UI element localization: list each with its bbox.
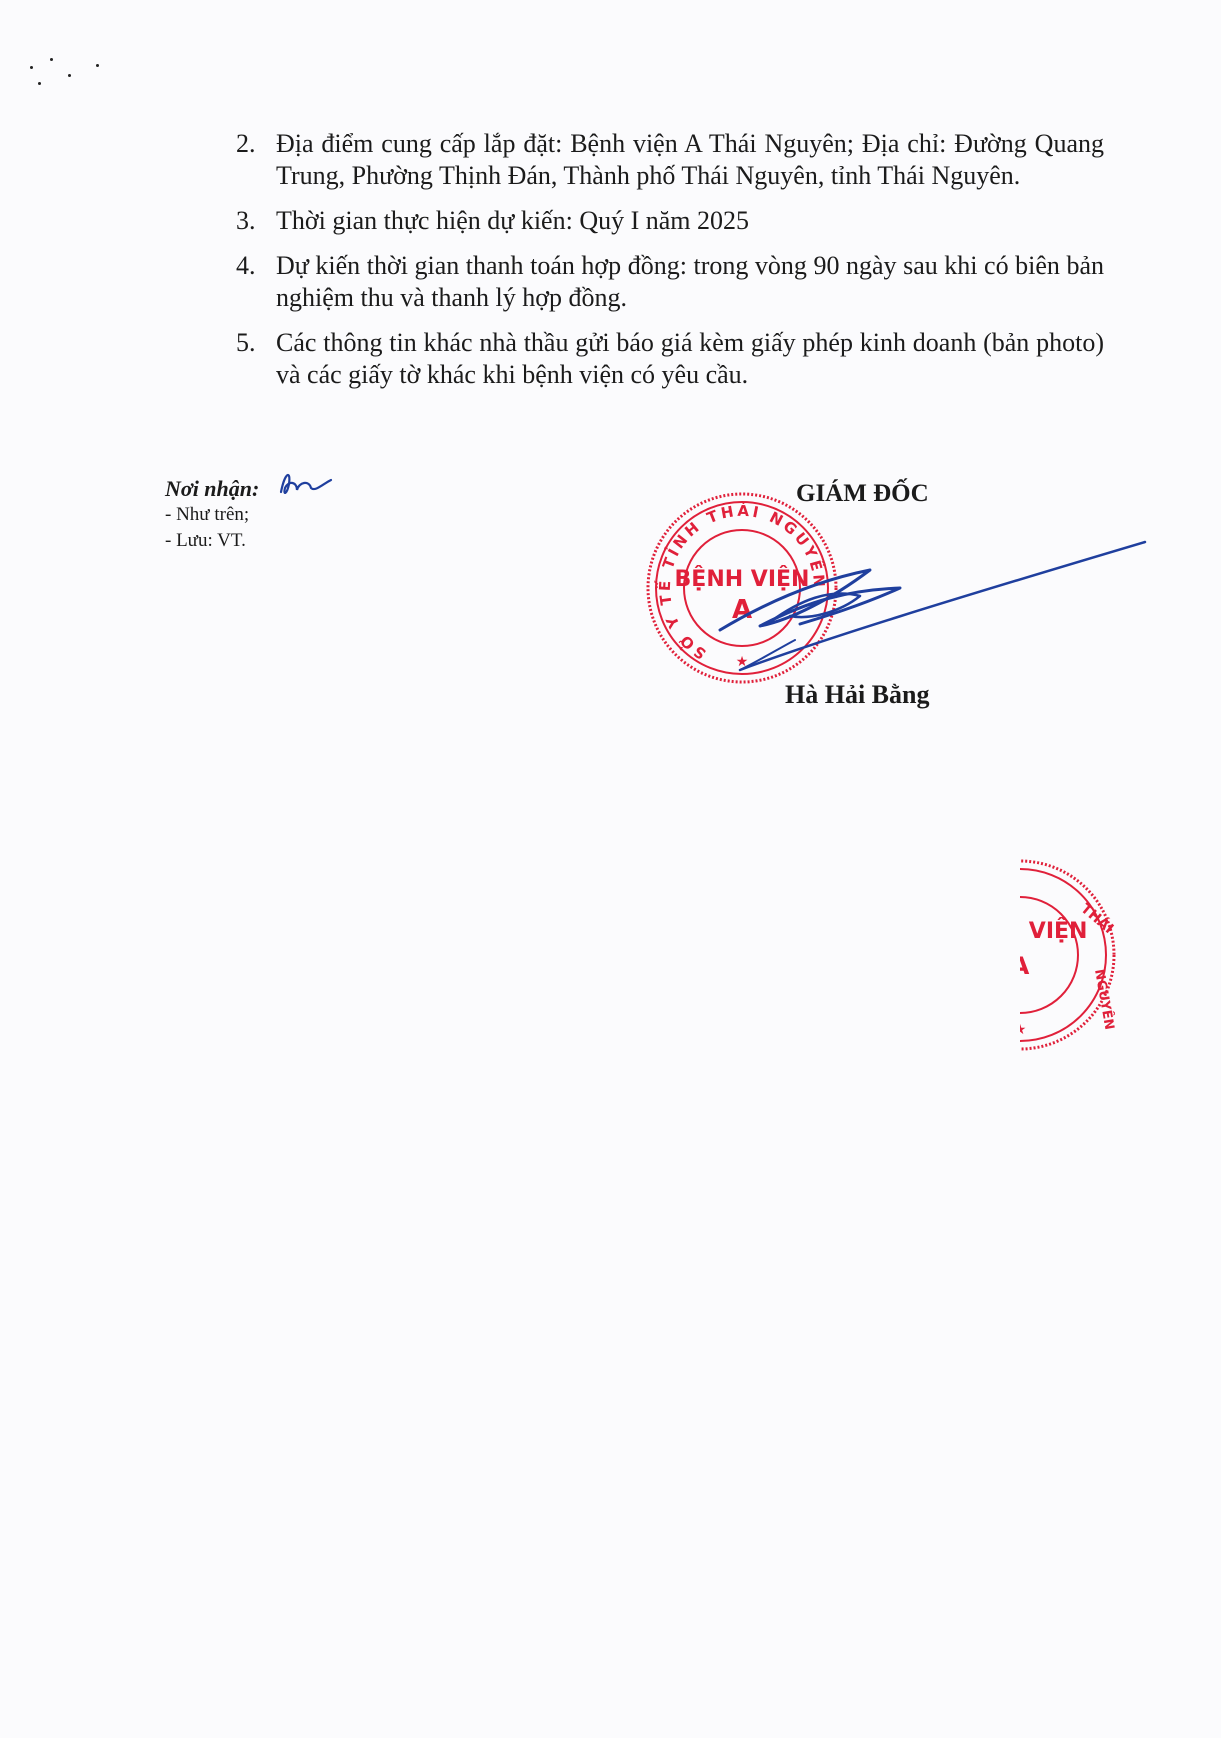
director-title: GIÁM ĐỐC — [796, 480, 929, 507]
svg-text:BỆNH VIỆN: BỆNH VIỆN — [674, 567, 810, 592]
svg-text:THÁI: THÁI — [1077, 900, 1117, 938]
director-signature — [700, 530, 1150, 690]
item-number: 4. — [236, 251, 256, 280]
speck — [38, 82, 41, 85]
item-text: Dự kiến thời gian thanh toán hợp đồng: trong vòng 90 ngày sau khi có biên bản nghiệm thu và thanh lý hợp đồng. — [276, 251, 1104, 312]
svg-text:NGUYÊN: NGUYÊN — [1091, 968, 1117, 1032]
item-text: Thời gian thực hiện dự kiến: Quý I năm 2025 — [276, 206, 750, 235]
requirements-list — [236, 128, 1104, 404]
speck — [50, 58, 53, 61]
item-number: 3. — [236, 206, 256, 235]
recipient-line: - Như trên; — [165, 504, 250, 525]
svg-text:A: A — [1010, 952, 1030, 980]
recipients-title: Nơi nhận: — [165, 476, 260, 501]
speck — [68, 74, 71, 77]
director-name: Hà Hải Bằng — [785, 680, 930, 709]
svg-text:BỆNH VIỆN: BỆNH VIỆN — [952, 919, 1088, 944]
list-item — [236, 205, 1104, 237]
svg-text:★: ★ — [1013, 1023, 1027, 1038]
speck — [96, 64, 99, 67]
handwritten-initials — [275, 466, 335, 500]
speck — [30, 66, 33, 69]
svg-text:SỞ Y TẾ TỈNH THÁI NGUYÊN: SỞ Y TẾ TỈNH THÁI NGUYÊN — [655, 501, 829, 663]
item-text: Địa điểm cung cấp lắp đặt: Bệnh viện A Thái Nguyên; Địa chỉ: Đường Quang Trung, Phường Thịnh Đán, Thành phố Thái Nguyên, tỉnh Thái Nguyên. — [276, 129, 1104, 190]
item-text: Các thông tin khác nhà thầu gửi báo giá kèm giấy phép kinh doanh (bản photo) và các giấy tờ khác khi bệnh viện có yêu cầu. — [276, 328, 1104, 389]
list-item — [236, 327, 1104, 391]
scan-specks — [28, 52, 118, 92]
list-item — [236, 250, 1104, 314]
list-item — [236, 128, 1104, 192]
svg-text:★: ★ — [735, 655, 749, 670]
recipient-line: - Lưu: VT. — [165, 530, 246, 551]
svg-text:A: A — [731, 595, 753, 625]
item-number: 2. — [236, 129, 256, 158]
hospital-seal-edge-partial — [952, 850, 1220, 1060]
recipients-block — [165, 476, 259, 554]
item-number: 5. — [236, 328, 256, 357]
